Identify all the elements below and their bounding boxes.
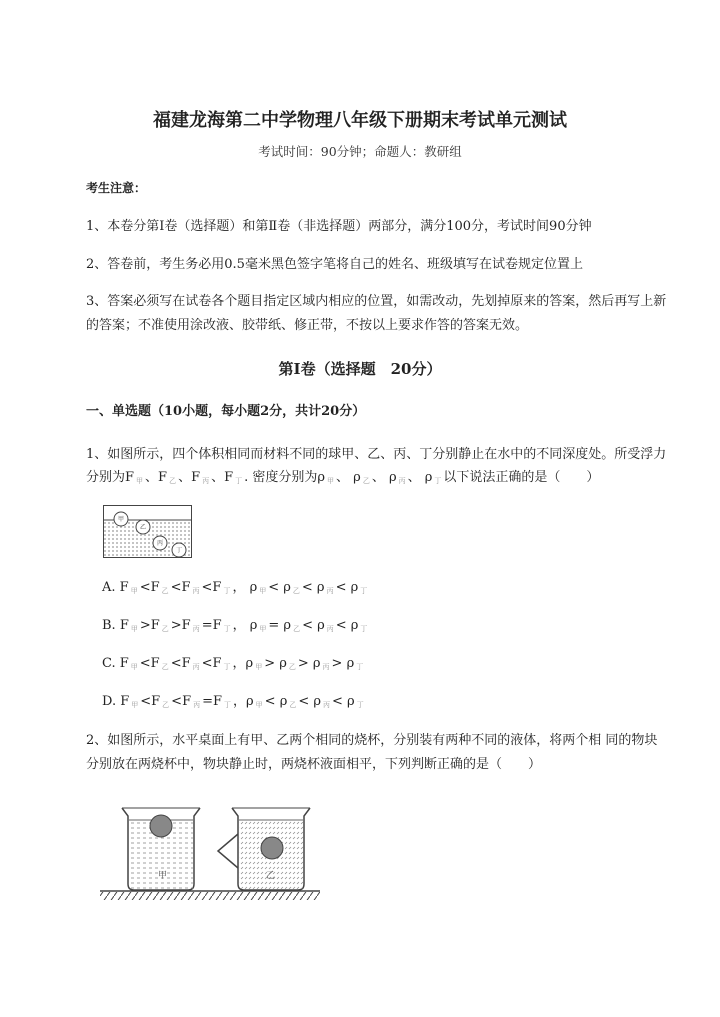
subscript: 甲 (130, 625, 138, 633)
subscript: 甲 (255, 701, 263, 709)
sphere-label: 乙 (139, 524, 147, 531)
text-segment: >F (139, 618, 160, 633)
subscript: 甲 (130, 587, 138, 595)
q1-figure-spheres (103, 505, 193, 559)
text-segment: 分别为F (86, 470, 135, 485)
subscript: 丙 (192, 625, 200, 633)
subscript: 乙 (292, 587, 300, 595)
text-segment: . 密度分别为ρ (244, 470, 326, 485)
page-title: 福建龙海第二中学物理八年级下册期末考试单元测试 (153, 110, 567, 131)
subscript: 丁 (223, 663, 231, 671)
subscript: 丁 (356, 701, 364, 709)
subscript: 甲 (255, 663, 263, 671)
text-segment: > ρ (297, 656, 321, 671)
subscript: 乙 (288, 663, 296, 671)
text-segment: < ρ (268, 580, 291, 595)
text-segment: 、F (178, 470, 201, 485)
beaker-label: 乙 (266, 871, 276, 881)
text-segment: < ρ (298, 694, 322, 709)
text-segment: A. F (102, 580, 129, 595)
text-segment: > ρ (331, 656, 355, 671)
text-segment: =F (202, 694, 223, 709)
sphere-label: 丁 (175, 547, 183, 554)
text-segment: ， ρ (232, 580, 258, 595)
q2-figure-beakers (100, 796, 320, 900)
notice-heading: 考生注意： (86, 181, 147, 195)
subscript: 甲 (259, 587, 267, 595)
notice-item: 1、本卷分第Ⅰ卷（选择题）和第Ⅱ卷（非选择题）两部分，满分100分，考试时间90分钟 (86, 219, 592, 234)
subscript: 丙 (323, 701, 331, 709)
subscript: 丙 (202, 477, 210, 485)
subscript: 甲 (327, 477, 335, 485)
subscript: 丙 (192, 587, 200, 595)
text-segment: C. F (102, 656, 129, 671)
text-segment: > ρ (264, 656, 287, 671)
beaker-label: 甲 (158, 871, 168, 881)
text-segment: 、 ρ (336, 470, 361, 485)
text-segment: < ρ (332, 694, 355, 709)
subscript: 丁 (360, 625, 368, 633)
subscript: 丁 (434, 477, 442, 485)
text-segment: <F (139, 580, 160, 595)
subscript: 甲 (136, 477, 144, 485)
subscript: 丁 (235, 477, 243, 485)
subscript: 乙 (161, 625, 169, 633)
subscript: 甲 (259, 625, 267, 633)
option-c[interactable] (102, 655, 365, 676)
notice-item: 2、答卷前，考生务必用0.5毫米黑色签字笔将自己的姓名、班级填写在试卷规定位置上 (86, 257, 583, 272)
text-segment: <F (201, 656, 222, 671)
text-segment: < ρ (335, 618, 359, 633)
option-b[interactable] (102, 617, 369, 638)
q1-stem: 1、如图所示，四个体积相同而材料不同的球甲、乙、丙、丁分别静止在水中的不同深度处。所受浮力 (86, 447, 667, 462)
text-segment: ，ρ (232, 656, 254, 671)
subscript: 丙 (326, 625, 334, 633)
subscript: 丁 (360, 587, 368, 595)
q1-stem-line2 (86, 469, 599, 490)
part-heading: 一、单选题（10小题，每小题2分，共计20分） (86, 404, 366, 419)
text-segment: 、F (211, 470, 234, 485)
text-segment: <F (201, 580, 222, 595)
subscript: 乙 (362, 477, 370, 485)
subscript: 乙 (162, 701, 170, 709)
text-segment: < ρ (335, 580, 359, 595)
subscript: 丙 (398, 477, 406, 485)
text-segment: 、F (145, 470, 168, 485)
subscript: 丁 (223, 587, 231, 595)
subscript: 乙 (161, 587, 169, 595)
exam-info: 考试时间：90分钟；命题人：教研组 (258, 144, 462, 159)
text-segment: 、 ρ (407, 470, 433, 485)
text-segment: <F (170, 580, 191, 595)
q2-stem-line2: 分别放在两烧杯中，物块静止时，两烧杯液面相平，下列判断正确的是（ ） (86, 757, 542, 772)
text-segment: <F (139, 656, 160, 671)
option-a[interactable] (102, 579, 369, 600)
text-segment: <F (171, 694, 192, 709)
section-title: 第Ⅰ卷（选择题 20分） (278, 360, 442, 378)
subscript: 丁 (224, 701, 232, 709)
text-segment: D. F (102, 694, 130, 709)
notice-item-cont: 的答案；不准使用涂改液、胶带纸、修正带，不按以上要求作答的答案无效。 (86, 318, 529, 333)
subscript: 丁 (356, 663, 364, 671)
option-d[interactable] (102, 693, 366, 714)
sphere-label: 甲 (117, 516, 125, 523)
notice-item: 3、答案必须写在试卷各个题目指定区域内相应的位置，如需改动，先划掉原来的答案，然后再写上新 (86, 294, 667, 309)
subscript: 乙 (293, 625, 301, 633)
text-segment: < ρ (302, 618, 325, 633)
subscript: 乙 (161, 663, 169, 671)
text-segment: < ρ (264, 694, 288, 709)
subscript: 乙 (289, 701, 297, 709)
q2-stem: 2、如图所示，水平桌面上有甲、乙两个相同的烧杯，分别装有两种不同的液体，将两个相 同的物块 (86, 733, 658, 748)
subscript: 丙 (326, 587, 334, 595)
text-segment: < ρ (301, 580, 325, 595)
text-segment: ，ρ (233, 694, 254, 709)
subscript: 甲 (131, 701, 139, 709)
text-segment: 、 ρ (371, 470, 397, 485)
subscript: 丙 (322, 663, 330, 671)
text-segment: >F (170, 618, 191, 633)
text-segment: =F (201, 618, 222, 633)
text-segment: ， ρ (232, 618, 258, 633)
text-segment: = ρ (268, 618, 292, 633)
subscript: 丙 (192, 663, 200, 671)
subscript: 丙 (193, 701, 201, 709)
text-segment: <F (140, 694, 161, 709)
subscript: 乙 (169, 477, 177, 485)
text-segment: B. F (102, 618, 129, 633)
sphere-label: 丙 (156, 540, 164, 547)
subscript: 丁 (223, 625, 231, 633)
text-segment: 以下说法正确的是（ ） (443, 470, 600, 485)
subscript: 甲 (130, 663, 138, 671)
text-segment: <F (170, 656, 191, 671)
